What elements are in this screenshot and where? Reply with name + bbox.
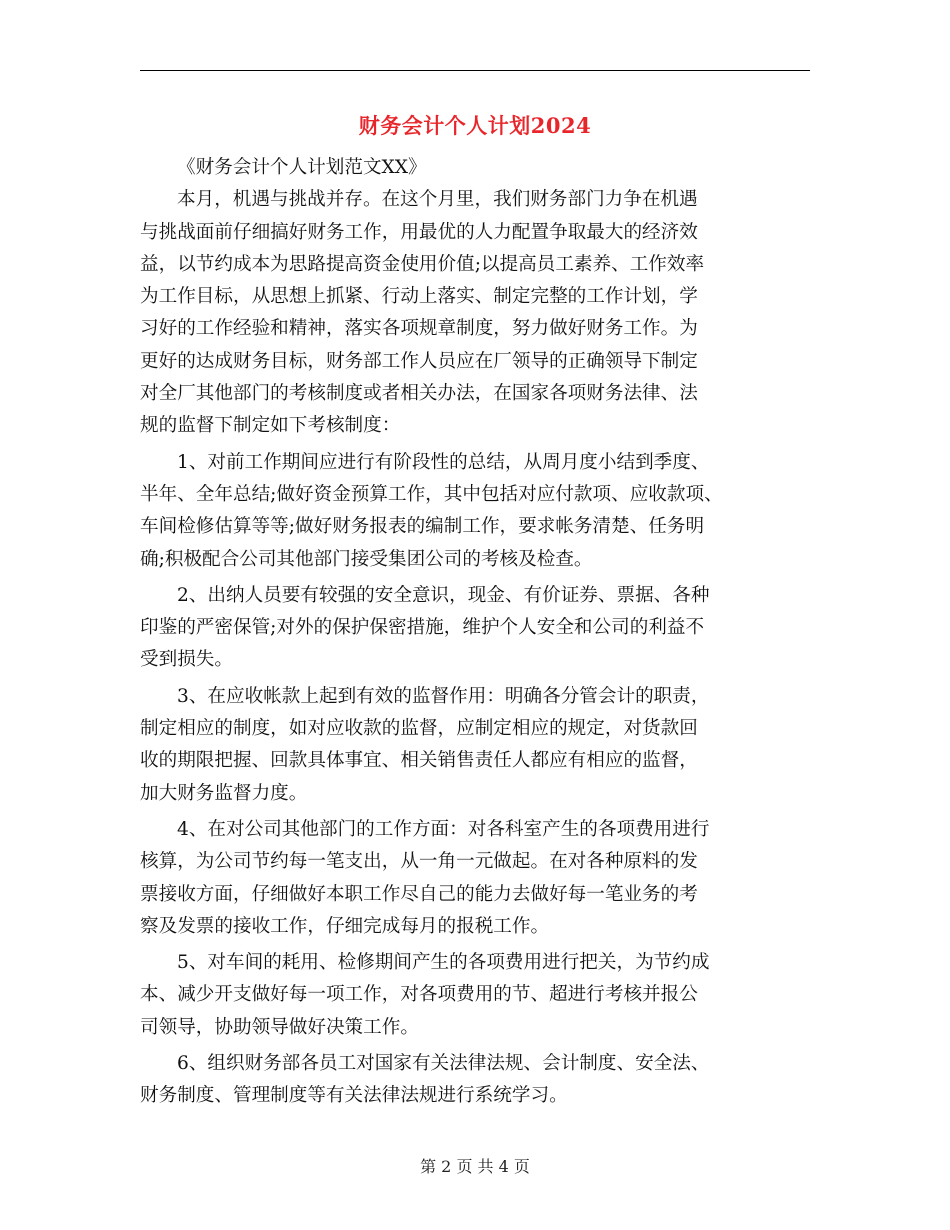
document-title: 财务会计个人计划2024 [358, 113, 592, 138]
paragraph-line: 收的期限把握、回款具体事宜、相关销售责任人都应有相应的监督， [140, 750, 698, 772]
paragraph-line: 本、减少开支做好每一项工作，对各项费用的节、超进行考核并报公 [140, 984, 698, 1006]
document-subtitle: 《财务会计个人计划范文XX》 [177, 157, 427, 178]
document-body [140, 152, 812, 1113]
paragraph-line: 确;积极配合公司其他部门接受集团公司的考核及检查。 [140, 548, 593, 570]
paragraph-line: 半年、全年总结;做好资金预算工作，其中包括对应付款项、应收款项、 [140, 483, 723, 505]
paragraph-line: 财务制度、管理制度等有关法律法规进行系统学习。 [140, 1085, 568, 1107]
paragraph-line: 3、在应收帐款上起到有效的监督作用：明确各分管会计的职责， [177, 685, 710, 707]
paragraph-line: 为工作目标，从思想上抓紧、行动上落实、制定完整的工作计划，学 [140, 286, 698, 308]
paragraph-line: 规的监督下制定如下考核制度： [140, 415, 401, 437]
paragraph-line: 本月，机遇与挑战并存。在这个月里，我们财务部门力争在机遇 [177, 189, 698, 211]
paragraph-line: 益，以节约成本为思路提高资金使用价值;以提高员工素养、工作效率 [140, 253, 705, 275]
paragraph [140, 580, 812, 677]
paragraph-line: 对全厂其他部门的考核制度或者相关办法，在国家各项财务法律、法 [140, 383, 698, 405]
paragraph-line: 车间检修估算等等;做好财务报表的编制工作，要求帐务清楚、任务明 [140, 516, 705, 538]
paragraph-line: 票接收方面，仔细做好本职工作尽自己的能力去做好每一笔业务的考 [140, 883, 698, 905]
page-footer: 第 2 页 共 4 页 [420, 1157, 530, 1176]
paragraph [140, 184, 812, 442]
header-rule [140, 70, 810, 71]
paragraph-line: 制定相应的制度，如对应收款的监督，应制定相应的规定，对货款回 [140, 718, 698, 740]
paragraph-line: 6、组织财务部各员工对国家有关法律法规、会计制度、安全法、 [177, 1053, 710, 1075]
paragraph-line: 习好的工作经验和精神，落实各项规章制度，努力做好财务工作。为 [140, 318, 698, 340]
paragraph [140, 1048, 812, 1113]
paragraph-list [140, 184, 812, 1112]
paragraph-line: 5、对车间的耗用、检修期间产生的各项费用进行把关，为节约成 [177, 952, 710, 974]
paragraph-line: 察及发票的接收工作，仔细完成每月的报税工作。 [140, 915, 550, 937]
paragraph-line: 2、出纳人员要有较强的安全意识，现金、有价证券、票据、各种 [177, 584, 710, 606]
paragraph-line: 与挑战面前仔细搞好财务工作，用最优的人力配置争取最大的经济效 [140, 221, 698, 243]
paragraph-line: 加大财务监督力度。 [140, 782, 308, 804]
paragraph [140, 814, 812, 943]
paragraph-line: 核算，为公司节约每一笔支出，从一角一元做起。在对各种原料的发 [140, 851, 698, 873]
paragraph [140, 447, 812, 576]
paragraph [140, 681, 812, 810]
paragraph [140, 947, 812, 1044]
paragraph-line: 印鉴的严密保管;对外的保护保密措施，维护个人安全和公司的利益不 [140, 617, 705, 639]
paragraph-line: 受到损失。 [140, 649, 233, 671]
paragraph-line: 1、对前工作期间应进行有阶段性的总结，从周月度小结到季度、 [177, 451, 710, 473]
paragraph-line: 更好的达成财务目标，财务部工作人员应在厂领导的正确领导下制定 [140, 350, 698, 372]
paragraph-line: 4、在对公司其他部门的工作方面：对各科室产生的各项费用进行 [177, 818, 710, 840]
paragraph-line: 司领导，协助领导做好决策工作。 [140, 1016, 419, 1038]
